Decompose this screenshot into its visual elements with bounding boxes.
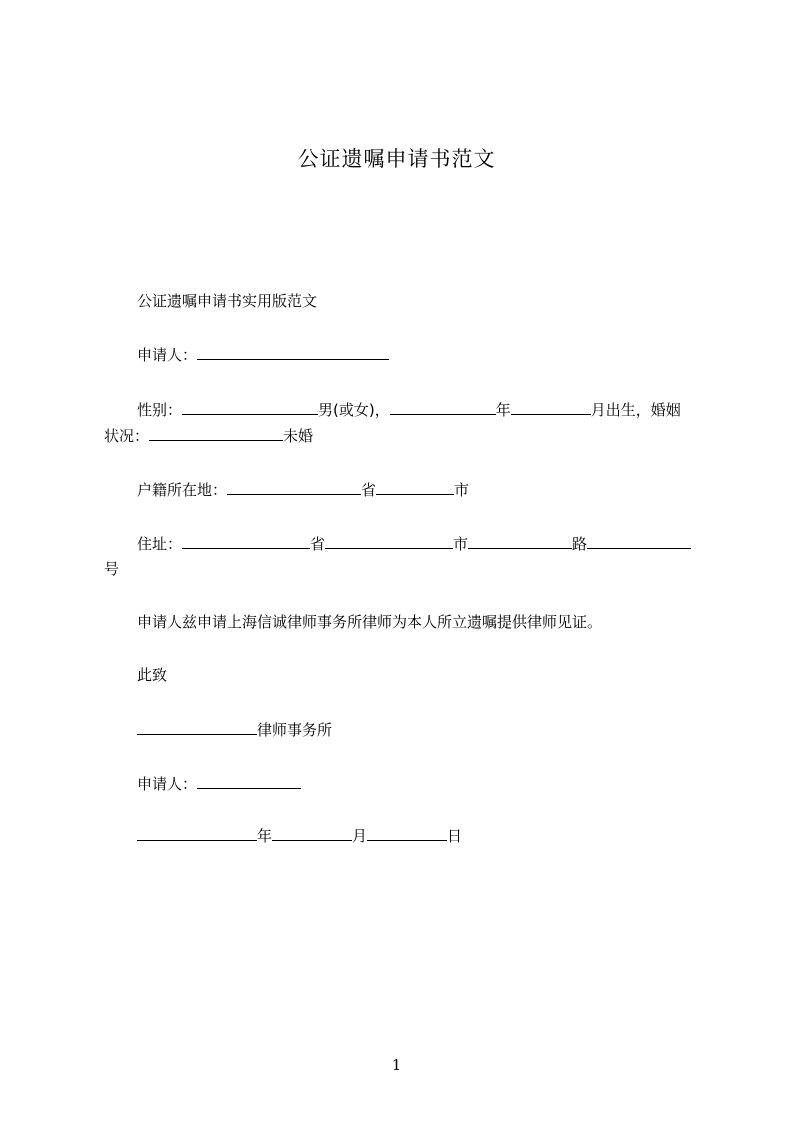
law-firm-blank[interactable] — [137, 720, 257, 735]
marital-blank[interactable] — [149, 426, 283, 441]
marital-label: 状况： — [104, 427, 150, 445]
address-road-blank[interactable] — [468, 534, 572, 549]
address-city-blank[interactable] — [325, 534, 453, 549]
birth-year-blank[interactable] — [390, 400, 496, 415]
address-province-blank[interactable] — [182, 534, 310, 549]
road-label: 路 — [572, 535, 588, 553]
date-day-blank[interactable] — [367, 826, 447, 841]
date-year-blank[interactable] — [137, 826, 257, 841]
address-number-line: 号 — [104, 560, 120, 578]
document-title: 公证遗嘱申请书范文 — [297, 147, 496, 171]
month-birth-text: 月出生，婚姻 — [590, 401, 681, 419]
city-label: 市 — [454, 481, 470, 499]
address-province-label: 省 — [310, 535, 326, 553]
applicant-sign-blank[interactable] — [197, 774, 301, 789]
subtitle-line: 公证遗嘱申请书实用版范文 — [137, 292, 318, 310]
statement-line: 申请人兹申请上海信诚律师事务所律师为本人所立遗嘱提供律师见证。 — [137, 613, 603, 631]
household-province-blank[interactable] — [227, 480, 361, 495]
address-line — [137, 534, 691, 553]
date-year-label: 年 — [257, 827, 273, 845]
date-line — [137, 826, 462, 845]
applicant-sign-label: 申请人： — [137, 775, 198, 793]
applicant-line — [137, 345, 389, 364]
page-number: 1 — [391, 1056, 402, 1074]
marital-value: 未婚 — [283, 427, 314, 445]
law-firm-label: 律师事务所 — [257, 721, 333, 739]
gender-line — [137, 400, 681, 419]
applicant-sign-line — [137, 774, 301, 793]
law-firm-line — [137, 720, 332, 739]
household-line — [137, 480, 469, 499]
province-label: 省 — [361, 481, 377, 499]
gender-label: 性别： — [137, 401, 183, 419]
address-label: 住址： — [137, 535, 183, 553]
address-city-label: 市 — [453, 535, 469, 553]
marital-line — [104, 426, 313, 445]
birth-month-blank[interactable] — [511, 400, 591, 415]
address-number-blank[interactable] — [587, 534, 691, 549]
household-city-blank[interactable] — [376, 480, 454, 495]
applicant-blank[interactable] — [197, 345, 389, 360]
applicant-label: 申请人： — [137, 346, 198, 364]
gender-text: 男(或女)， — [318, 401, 390, 419]
date-day-label: 日 — [447, 827, 463, 845]
date-month-label: 月 — [352, 827, 368, 845]
year-label: 年 — [495, 401, 511, 419]
date-month-blank[interactable] — [272, 826, 352, 841]
gender-blank[interactable] — [182, 400, 318, 415]
household-label: 户籍所在地： — [137, 481, 228, 499]
salutation-line: 此致 — [137, 666, 168, 684]
